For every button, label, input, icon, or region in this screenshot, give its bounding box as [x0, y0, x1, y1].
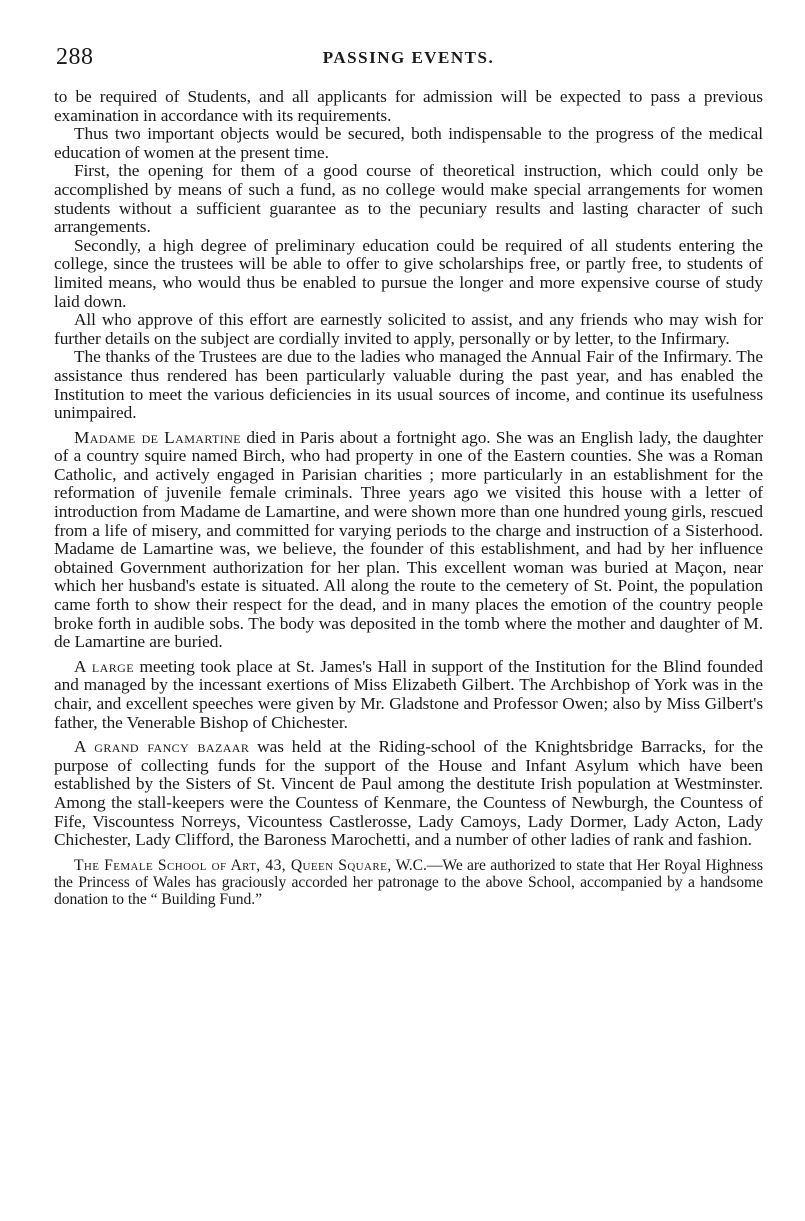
- paragraph-school-of-art: [54, 857, 763, 909]
- paragraph-body: died in Paris about a fortnight ago. She was an English lady, the daughter of a country squire named Birch, who had property in one of the Eastern counties. She was a Roman Catholic, and actively engaged in Parisian charities ; more particularly in an establishment for the reformation of juvenile female criminals. Three years ago we visited this house with a letter of introduction from Madame de Lamartine, and were shown more than one hundred young girls, rescued from a life of misery, and committed for varying periods to the charge and instruction of a Sisterhood. Madame de Lamartine was, we believe, the founder of this establishment, and had by her influence obtained Government authorization for her plan. This excellent woman was buried at Maçon, near which her husband's estate is situated. All along the route to the cemetery of St. Point, the population came forth to show their respect for the dead, and in many places the emotion of the country people broke forth in audible sobs. The body was deposited in the tomb where the mother and daughter of M. de Lamartine are buried.: [54, 427, 763, 652]
- paragraph-bazaar: [54, 738, 763, 850]
- article-body: [54, 88, 763, 908]
- running-head: [54, 44, 763, 78]
- paragraph-body: meeting took place at St. James's Hall in support of the Institution for the Blind founded and managed by the incessant exertions of Miss Elizabeth Gilbert. The Archbishop of York was in the chair, and excellent speeches were given by Mr. Gladstone and Professor Owen; also by Miss Gilbert's father, the Venerable Bishop of Chichester.: [54, 656, 763, 732]
- page-number: 288: [56, 44, 94, 70]
- lead-words: Madame de Lamartine: [74, 427, 241, 447]
- paragraph-body: was held at the Riding-school of the Knightsbridge Barracks, for the purpose of collecting funds for the support of the House and Infant Asylum which have been established by the Sisters of St. Vincent de Paul among the destitute Irish population at Westminster. Among the stall-keepers were the Countess of Kenmare, the Countess of Newburgh, the Countess of Fife, Viscountess Norreys, Vicountess Castlerosse, Lady Camoys, Lady Dormer, Lady Acton, Lady Chichester, Lady Clifford, the Baroness Marochetti, and a number of other ladies of rank and fashion.: [54, 737, 763, 850]
- paragraph-first: First, the opening for them of a good course of theoretical instruction, which could only be accomplished by means of such a fund, as no college would make special arrangements for women students without a sufficient guarantee as to the pecuniary results and lasting character of such arrangements.: [54, 161, 763, 237]
- paragraph-body: W.C.—We are authorized to state that Her Royal Highness the Princess of Wales has graciously accorded her patronage to the above School, accompanied by a handsome donation to the “ Building Fund.”: [54, 856, 763, 909]
- paragraph-continuation: to be required of Students, and all applicants for admission will be expected to pass a previous examination in accordance with its requirements.: [54, 87, 763, 125]
- running-title: PASSING EVENTS.: [322, 48, 495, 67]
- paragraph-secondly: Secondly, a high degree of preliminary education could be required of all students entering the college, since the trustees will be able to offer to give scholarships free, or partly free, to students of limited means, who would thus be enabled to pursue the longer and more expensive course of study laid down.: [54, 235, 763, 311]
- paragraph-blind-meeting: [54, 658, 763, 732]
- paragraph-thanks: The thanks of the Trustees are due to the ladies who managed the Annual Fair of the Infirmary. The assistance thus rendered has been particularly valuable during the past year, and has enabled the Institution to meet the various deficiencies in its usual sources of income, and continue its usefulness unimpaired.: [54, 347, 763, 423]
- paragraph-lamartine: [54, 429, 763, 652]
- lead-words: The Female School of Art, 43, Queen Square,: [74, 856, 392, 874]
- lead-words: A grand fancy bazaar: [74, 737, 250, 757]
- paragraph-appeal: All who approve of this effort are earnestly solicited to assist, and any friends who may wish for further details on the subject are cordially invited to apply, personally or by letter, to the Infirmary.: [54, 310, 763, 348]
- paragraph-two-objects: Thus two important objects would be secured, both indispensable to the progress of the medical education of women at the present time.: [54, 124, 763, 162]
- lead-words: A large: [74, 656, 134, 676]
